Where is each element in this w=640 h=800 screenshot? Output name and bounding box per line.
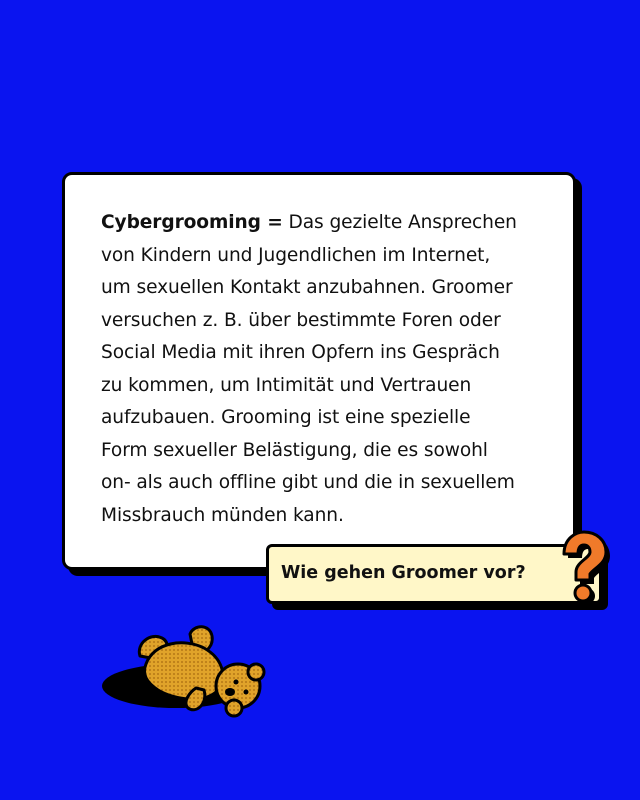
- definition-line: on- als auch offline gibt und die in sexuellem: [101, 472, 515, 493]
- question-mark-icon: [548, 528, 612, 608]
- definition-line: Social Media mit ihren Opfern ins Gespräch: [101, 342, 500, 363]
- teddy-bear-illustration: [96, 620, 276, 730]
- definition-line: Das gezielte Ansprechen: [288, 212, 517, 233]
- definition-line: aufzubauen. Grooming ist eine spezielle: [101, 407, 471, 428]
- definition-line: von Kindern und Jugendlichen im Internet,: [101, 244, 491, 266]
- definition-line: Form sexueller Belästigung, die es sowohl: [101, 439, 488, 461]
- question-text: Wie gehen Groomer vor?: [281, 563, 526, 583]
- definition-line: um sexuellen Kontakt anzubahnen. Groomer: [101, 277, 513, 298]
- definition-line: versuchen z. B. über bestimmte Foren oder: [101, 309, 501, 331]
- definition-term: Cybergrooming =: [101, 212, 283, 233]
- definition-card: [62, 172, 576, 570]
- definition-line: zu kommen, um Intimität und Vertrauen: [101, 374, 472, 396]
- definition-line: Missbrauch münden kann.: [101, 504, 344, 526]
- definition-text: [101, 207, 561, 532]
